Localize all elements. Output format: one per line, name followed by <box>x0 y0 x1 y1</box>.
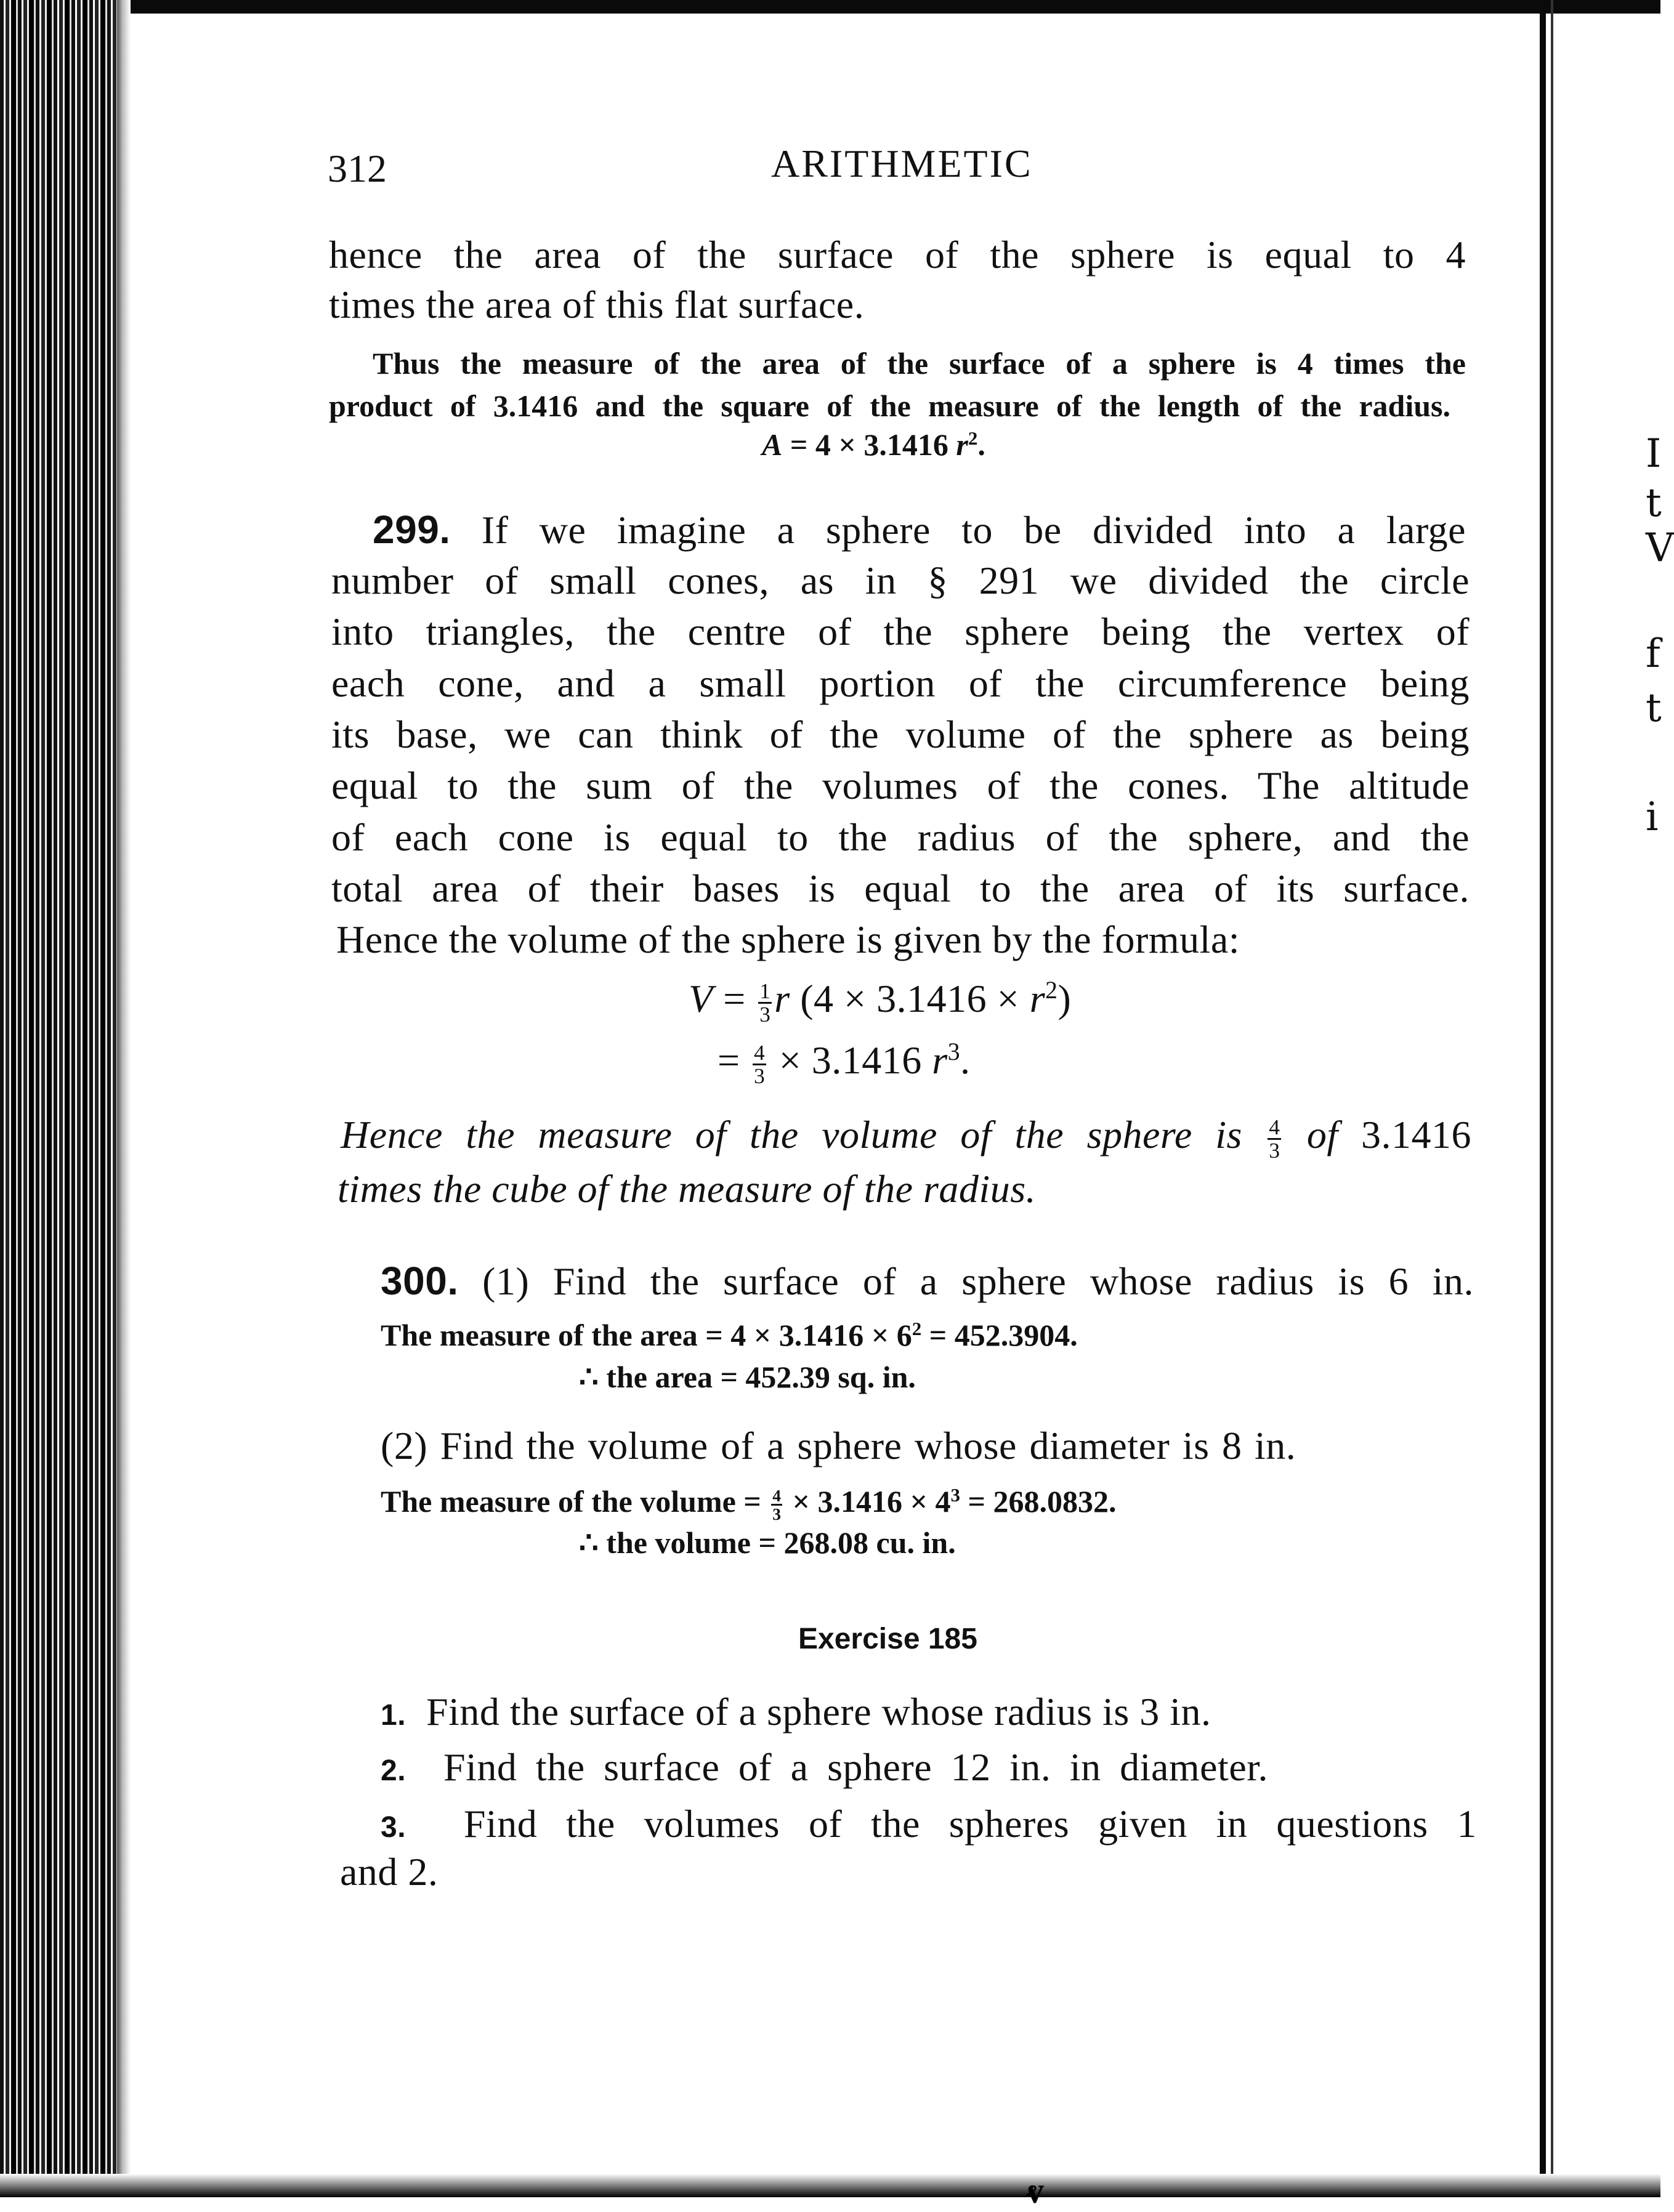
body-line: equal to the sum of the volumes of the cones. The altitude <box>331 764 1470 807</box>
calc-line: The measure of the volume = $\frac{4}{3}$ × $3.1416 \times 4^3 = 268.0832$. <box>381 1483 1117 1524</box>
body-line: number of small cones, as in § 291 we divided the circle <box>331 559 1470 602</box>
conclusion-line: times the cube of the measure of the radius. <box>338 1167 1037 1211</box>
area-formula: A = 4 × 3.1416 $r^2$. <box>762 427 985 462</box>
section-number: 300. <box>381 1259 459 1303</box>
note-line: Thus the measure of the area of the surface of a sphere is 4 times the <box>373 346 1466 381</box>
problem-1: 300. (1) Find the surface of a sphere whose radius is 6 in. <box>381 1259 1474 1303</box>
next-page-fragment: i <box>1646 794 1659 840</box>
section-299-first-line: 299. If we imagine a sphere to be divided into a large <box>373 507 1466 552</box>
calc-line: The measure of the area = $4 \times 3.1416 \times 6^2 = 452.3904$. <box>381 1317 1078 1352</box>
page-gutter <box>1540 0 1546 2197</box>
body-line: Hence the volume of the sphere is given by the formula: <box>336 918 1240 961</box>
scan-mark: ⱴ <box>1025 2169 1044 2212</box>
page-gutter-line <box>1551 0 1553 2197</box>
running-title: ARITHMETIC <box>771 142 1033 185</box>
body-line: of each cone is equal to the radius of the sphere, and the <box>331 815 1470 859</box>
next-page-fragment: f <box>1646 631 1660 677</box>
body-line: its base, we can think of the volume of the sphere as being <box>331 712 1470 756</box>
exercise-item: 2. Find the surface of a sphere 12 in. in diameter. <box>381 1745 1268 1789</box>
body-line: into triangles, the centre of the sphere being the vertex of <box>331 610 1470 653</box>
section-number: 299. <box>373 507 451 552</box>
body-line: each cone, and a small portion of the circumference being <box>331 661 1470 705</box>
scan-bottom-border <box>0 2174 1660 2197</box>
page-number: 312 <box>328 147 387 190</box>
next-page-fragment: t <box>1646 685 1662 731</box>
volume-formula-line2: = $\frac{4}{3}$ × 3.1416 $r^3$. <box>718 1038 971 1088</box>
next-page-fragment: I <box>1646 431 1662 477</box>
volume-formula-line1: V = $\frac{1}{3}$ r $(4 \times 3.1416 \times r^2)$ <box>689 977 1072 1027</box>
exercise-item-continued: and 2. <box>340 1850 439 1894</box>
next-page-fragment: t <box>1646 480 1662 526</box>
binding-shadow <box>117 0 131 2197</box>
body-line: hence the area of the surface of the sphere is equal to 4 <box>329 233 1466 276</box>
problem-2: (2) Find the volume of a sphere whose diameter is 8 in. <box>381 1424 1296 1467</box>
next-page-fragment: V <box>1646 525 1674 571</box>
body-line: total area of their bases is equal to the area of its surface. <box>331 866 1470 910</box>
body-line: times the area of this flat surface. <box>329 283 865 326</box>
book-binding <box>0 0 117 2197</box>
scan-top-border <box>0 0 1660 14</box>
exercise-item: 3. Find the volumes of the spheres given in questions 1 <box>381 1802 1478 1846</box>
conclusion-line: Hence the measure of the volume of the sphere is $\frac{4}{3}$ of 3.1416 <box>341 1113 1472 1163</box>
therefore-line: ∴ the area = 452.39 sq. in. <box>579 1360 916 1394</box>
note-line: product of 3.1416 and the square of the measure of the length of the radius. <box>329 389 1450 423</box>
exercise-item: 1. Find the surface of a sphere whose radius is 3 in. <box>381 1690 1211 1734</box>
exercise-title: Exercise 185 <box>798 1623 977 1655</box>
therefore-line: ∴ the volume = 268.08 cu. in. <box>579 1525 956 1560</box>
